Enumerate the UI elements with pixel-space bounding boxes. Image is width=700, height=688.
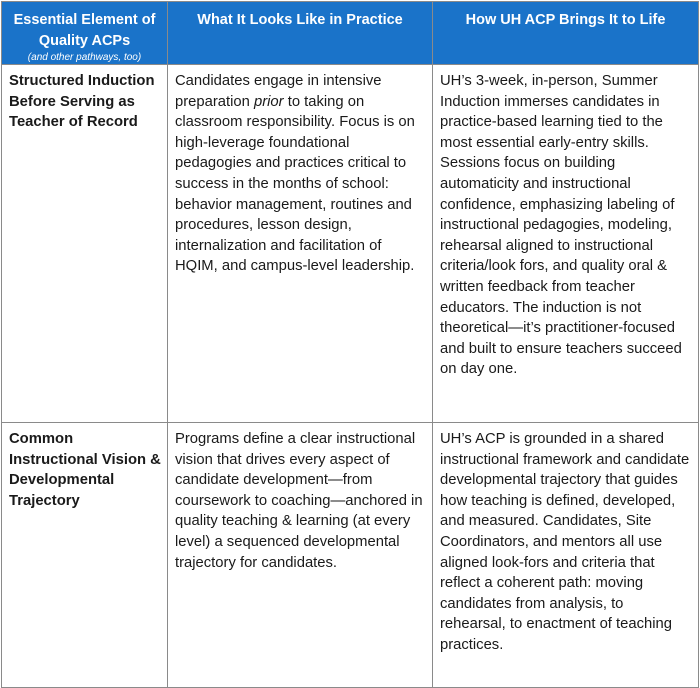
uh-acp-cell: UH’s 3-week, in-person, Summer Induction immerses candidates in practice-based learning tied to the most essential early-entry skills. Sessions focus on building automaticity and instructional confidence, emphasizing labeling of instructional pedagogies, modeling, rehearsal aligned to instructional criteria/look fors, and quality oral & written feedback from teacher educators. The induction is not theoretical—it’s practitioner-focused and built to ensure teachers succeed on day one.: [433, 65, 699, 423]
header-uh-acp: How UH ACP Brings It to Life: [433, 2, 699, 65]
header-essential-element: [2, 2, 168, 65]
header-practice: What It Looks Like in Practice: [168, 2, 433, 65]
practice-emphasis: prior: [253, 93, 284, 110]
table-row: [2, 423, 699, 688]
element-name-cell: Structured Induction Before Serving as Teacher of Record: [2, 65, 168, 423]
practice-cell: Programs define a clear instructional vision that drives every aspect of candidate development—from coursework to coaching—anchored in quality teaching & learning (at every level) a sequenced developmental trajectory for candidates.: [168, 423, 433, 688]
table-header-row: [2, 2, 699, 65]
uh-acp-cell: UH’s ACP is grounded in a shared instructional framework and candidate developmental trajectory that guides how teaching is defined, developed, and measured. Candidates, Site Coordinators, and mentors all use aligned look-fors and criteria that reflect a coherent path: moving candidates from analysis, to rehearsal, to enactment of teaching practices.: [433, 423, 699, 688]
practice-cell: [168, 65, 433, 423]
header-essential-element-subtitle: (and other pathways, too): [27, 52, 142, 63]
element-name-cell: Common Instructional Vision & Developmental Trajectory: [2, 423, 168, 688]
acp-elements-table: [1, 1, 699, 688]
table-row: [2, 65, 699, 423]
practice-text-continued: to taking on classroom responsibility. Focus is on high-leverage foundational pedagogies and practices critical to success in the months of school: behavior management, routines and procedures, lesson design, internalization and facilitation of HQIM, and campus-level leadership.: [175, 93, 415, 275]
practice-text: Candidates engage in intensive preparation: [175, 73, 382, 110]
header-essential-element-title: Essential Element of Quality ACPs: [13, 12, 156, 49]
